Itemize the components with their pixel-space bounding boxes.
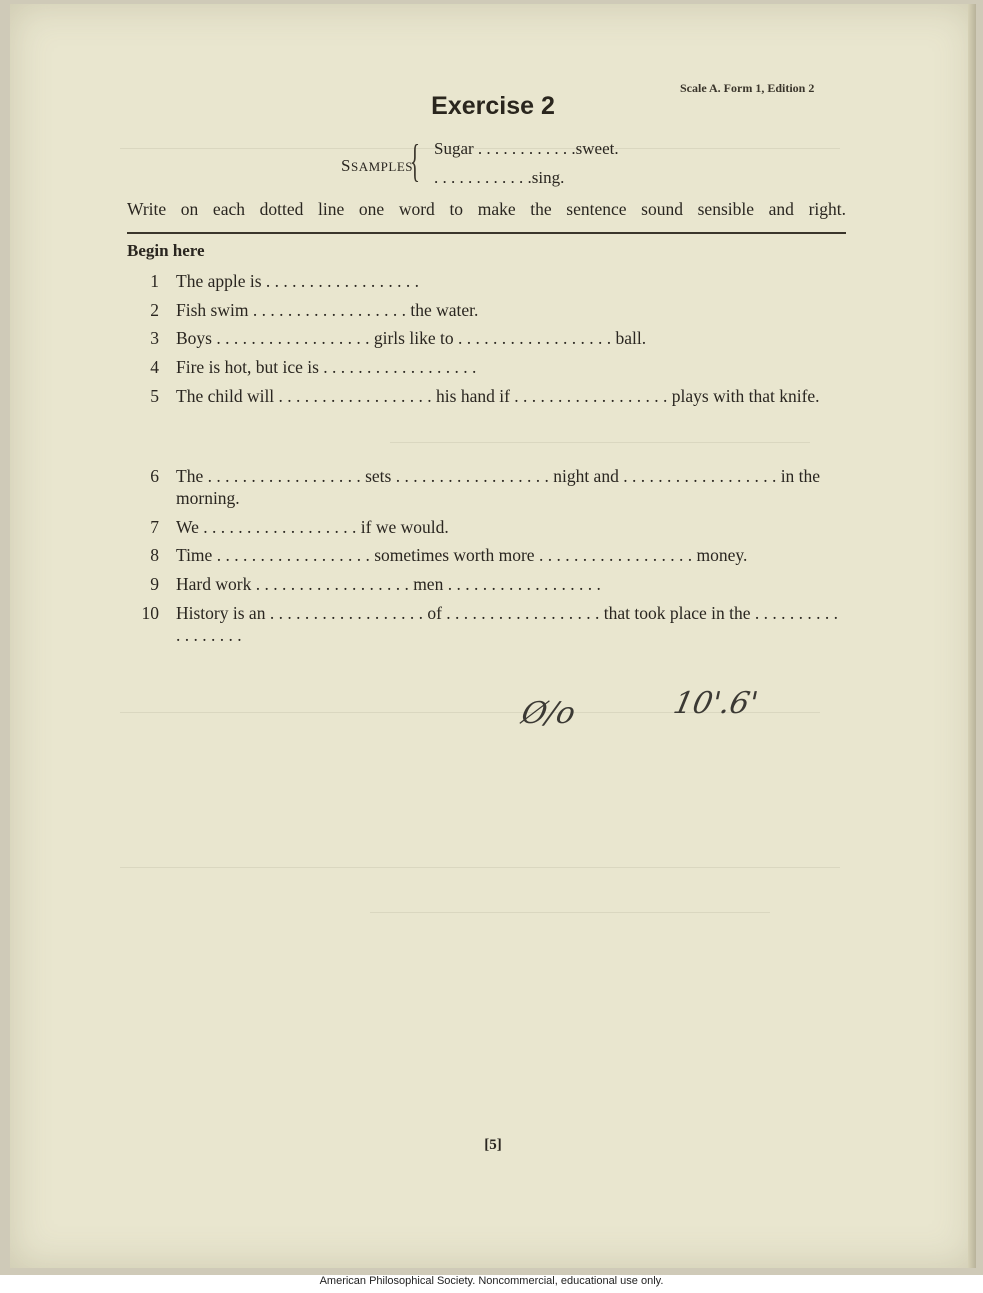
bleed-through-mark xyxy=(390,434,810,443)
question-number: 6 xyxy=(150,466,159,486)
question-text[interactable]: Time . . . . . . . . . . . . . . . . . . sometimes worth more . . . . . . . . . . . . . . . . . . money. xyxy=(176,545,748,565)
samples-label-text: SAMPLES xyxy=(350,159,413,174)
question-number: 4 xyxy=(150,357,159,377)
question-text[interactable]: Fish swim . . . . . . . . . . . . . . . . . . the water. xyxy=(176,300,479,320)
sample-line-1: Sugar . . . . . . . . . . . .sweet. xyxy=(434,139,619,158)
question-number: 7 xyxy=(150,517,159,537)
samples-label: SSAMPLES xyxy=(341,156,413,175)
question-number: 2 xyxy=(150,300,159,320)
begin-here-label: Begin here xyxy=(127,241,205,260)
samples-brace: { xyxy=(410,135,420,186)
edition-label: Scale A. Form 1, Edition 2 xyxy=(680,81,815,95)
question-number: 1 xyxy=(150,271,159,291)
question-number: 8 xyxy=(150,545,159,565)
handwritten-mark: Ø/o xyxy=(518,696,579,731)
question-text[interactable]: The . . . . . . . . . . . . . . . . . . sets . . . . . . . . . . . . . . . . . . night and . . . . . . . . . . . . . . . . . . in the morning. xyxy=(176,466,821,508)
question-text[interactable]: Hard work . . . . . . . . . . . . . . . . . . men . . . . . . . . . . . . . . . . . . xyxy=(176,574,601,594)
question-text[interactable]: Fire is hot, but ice is . . . . . . . . . . . . . . . . . . xyxy=(176,357,477,377)
question-text[interactable]: History is an . . . . . . . . . . . . . . . . . . of . . . . . . . . . . . . . . . . . . that took place in the . . . . . . . . . . . . . . . . . . xyxy=(176,603,839,645)
exercise-title: Exercise 2 xyxy=(431,92,555,120)
instructions: Write on each dotted line one word to make the sentence sound sensible and right. xyxy=(127,199,846,219)
divider-rule xyxy=(127,232,846,234)
question-text[interactable]: We . . . . . . . . . . . . . . . . . . if we would. xyxy=(176,517,449,537)
question-number: 5 xyxy=(150,386,159,406)
question-number: 9 xyxy=(150,574,159,594)
bleed-through-mark xyxy=(370,904,770,913)
handwritten-score: 10'.6' xyxy=(670,686,762,721)
bleed-through-mark xyxy=(120,859,840,868)
question-number: 3 xyxy=(150,328,159,348)
document-page xyxy=(10,4,976,1268)
question-text[interactable]: The child will . . . . . . . . . . . . . . . . . . his hand if . . . . . . . . . . . . . . . . . . plays with that knife. xyxy=(176,386,820,406)
archive-credit: American Philosophical Society. Noncommercial, educational use only. xyxy=(319,1275,664,1287)
page-edge xyxy=(968,4,976,1268)
question-number: 10 xyxy=(141,603,159,623)
question-text[interactable]: Boys . . . . . . . . . . . . . . . . . . girls like to . . . . . . . . . . . . . . . . . . ball. xyxy=(176,328,647,348)
sample-line-2: . . . . . . . . . . . .sing. xyxy=(434,168,565,187)
page-number: [5] xyxy=(484,1137,502,1153)
question-text[interactable]: The apple is . . . . . . . . . . . . . . . . . . xyxy=(176,271,420,291)
